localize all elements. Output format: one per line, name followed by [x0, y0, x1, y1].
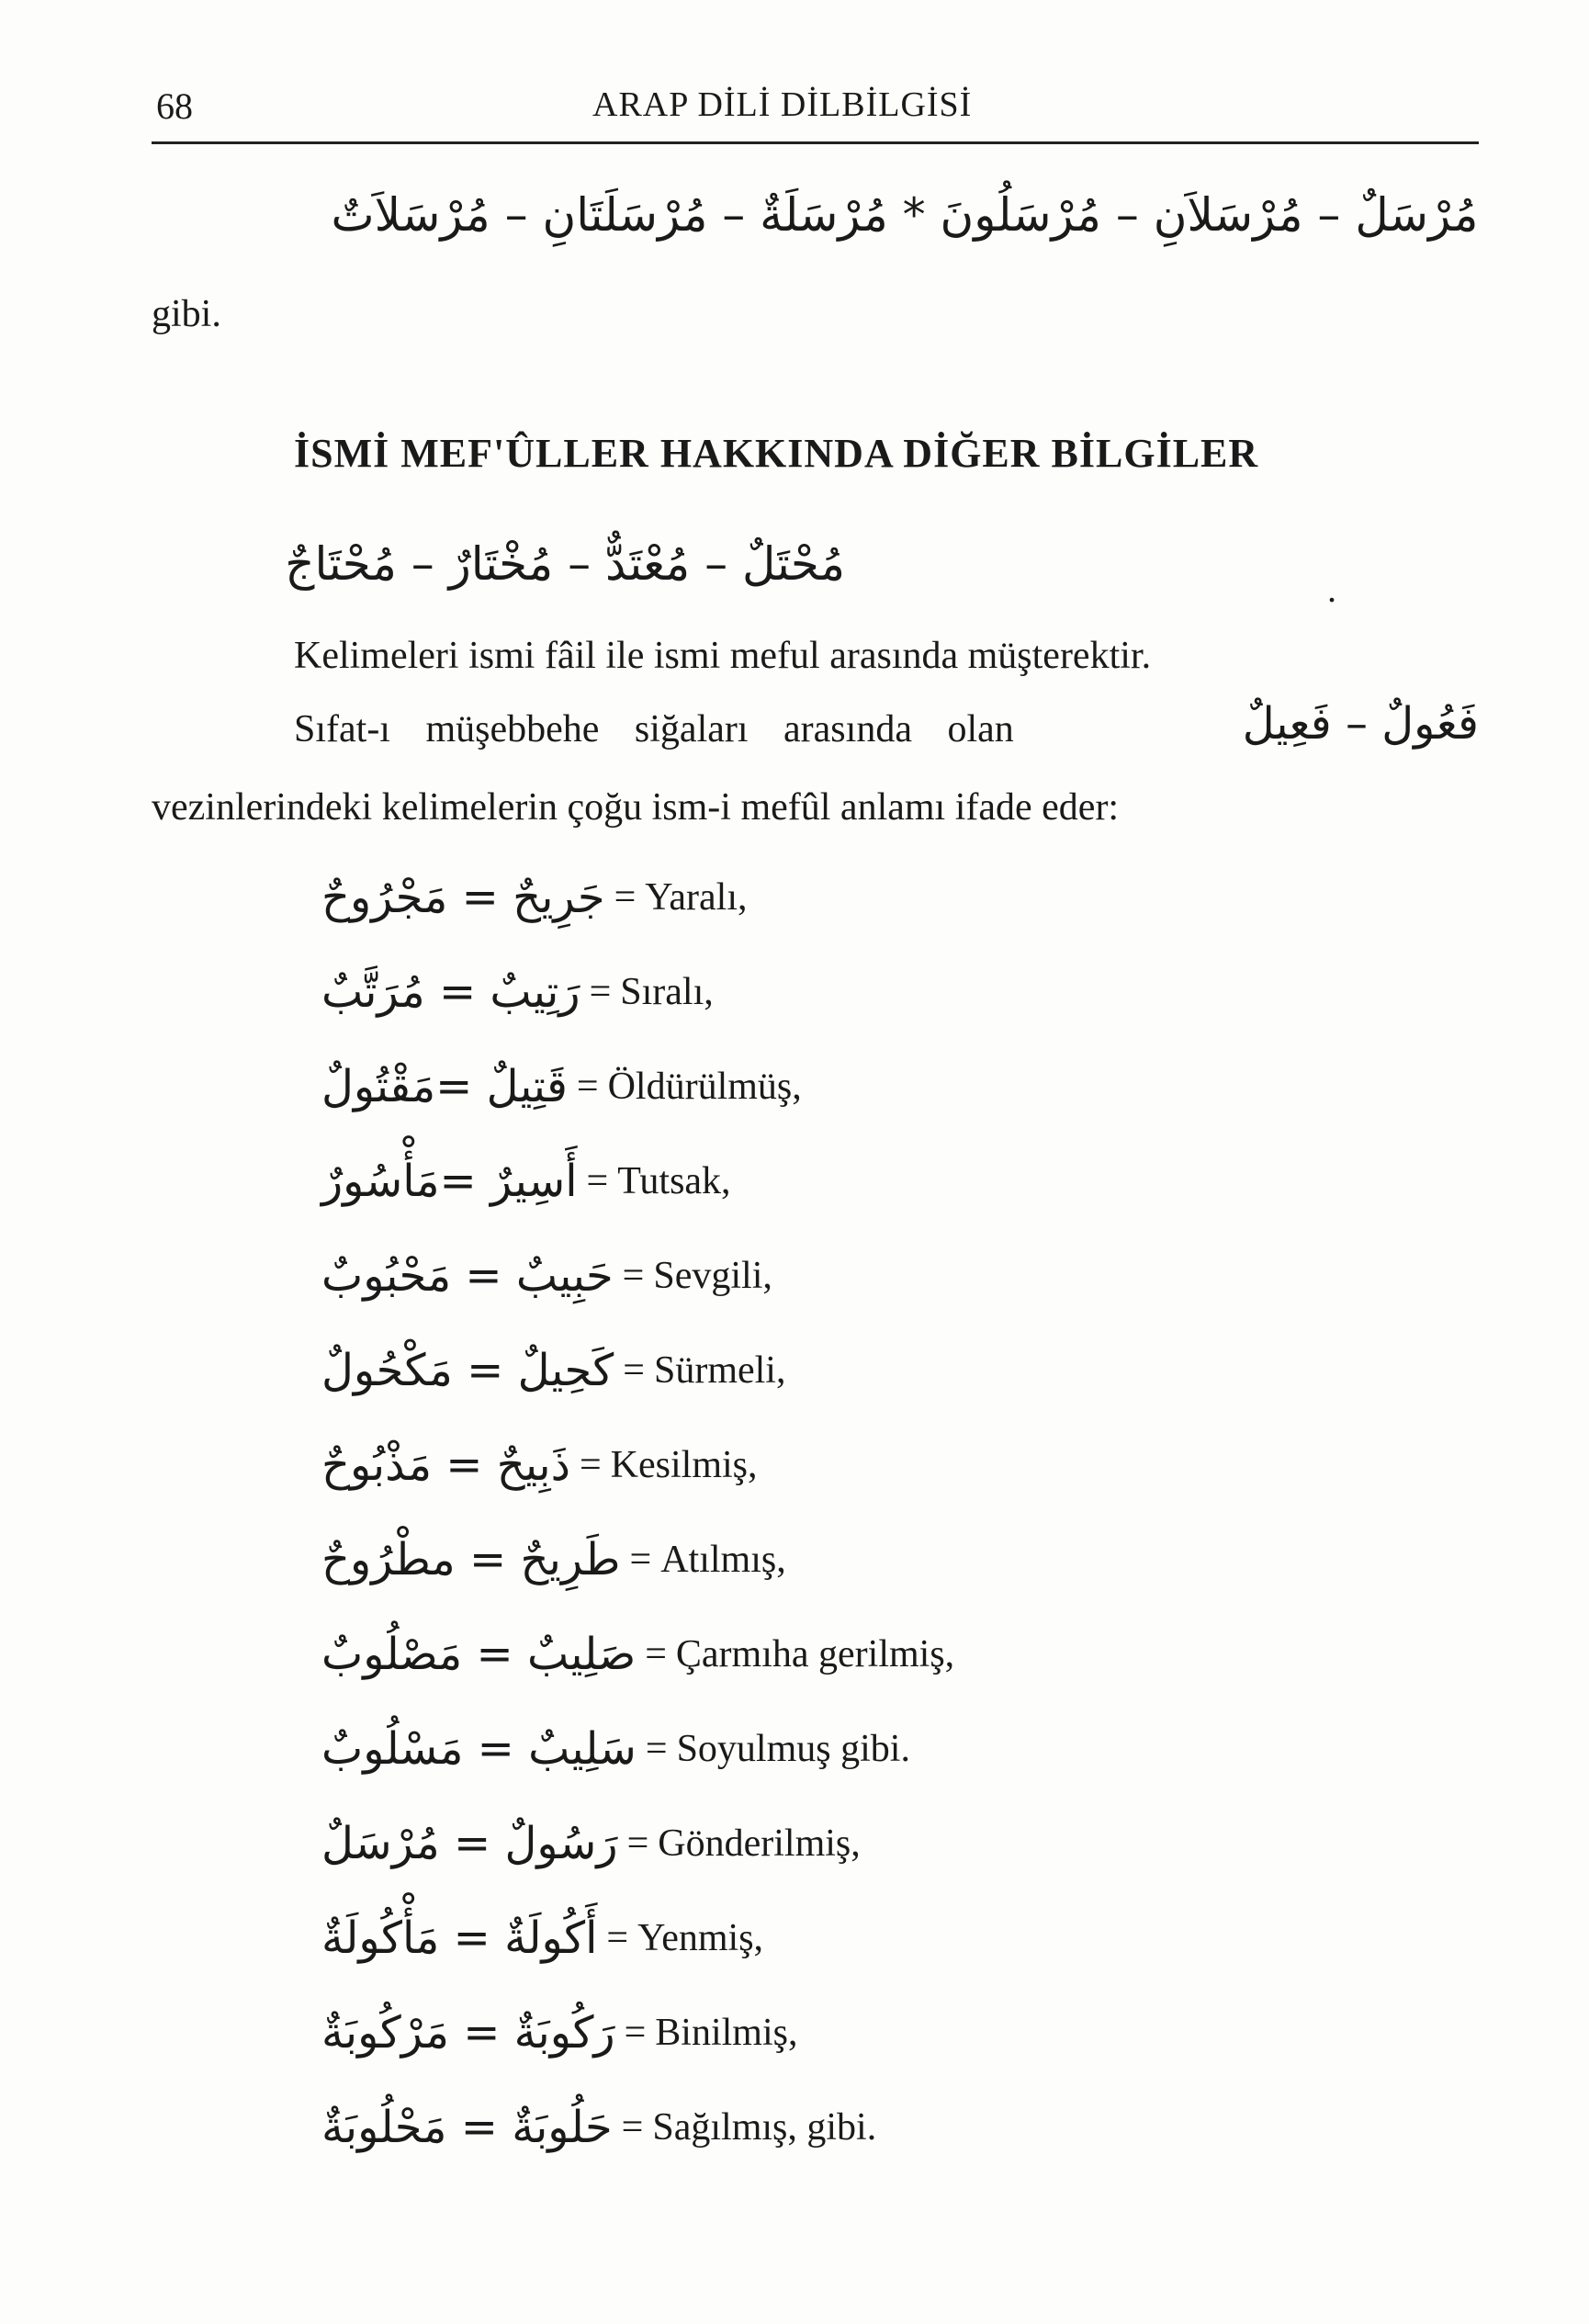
- vocab-meaning: Gönderilmiş,: [658, 1822, 861, 1865]
- paragraph-line-3: vezinlerindeki kelimelerin çoğu ism-i mefûl anlamı ifade eder:: [152, 786, 1120, 829]
- vocab-meaning: Sevgili,: [653, 1254, 772, 1297]
- vocab-meaning: Kesilmiş,: [610, 1443, 758, 1486]
- vocab-arabic: كَحِيلٌ = مَكْحُولٌ: [321, 1344, 614, 1396]
- arabic-conjugation-line: مُرْسَلٌ – مُرْسَلاَنِ – مُرْسَلُونَ * مُرْسَلَةٌ – مُرْسَلَتَانِ – مُرْسَلاَتٌ: [331, 188, 1479, 242]
- vocab-meaning: Atılmış,: [660, 1538, 786, 1581]
- vocab-arabic: صَلِيبٌ = مَصْلُوبٌ: [321, 1628, 637, 1680]
- dot-mark: .: [1327, 569, 1336, 610]
- equals-sign: =: [622, 1254, 645, 1297]
- vocabulary-list: [321, 850, 1240, 2174]
- equals-sign: =: [645, 1727, 668, 1770]
- vocab-arabic: حَلُوبَةٌ = مَحْلُوبَةٌ: [321, 2101, 613, 2153]
- vocab-arabic: رَتِيبٌ = مُرَتَّبٌ: [321, 965, 580, 1018]
- gibi-label: gibi.: [152, 293, 221, 335]
- list-item: [321, 1890, 1240, 1985]
- vocab-meaning: Çarmıha gerilmiş,: [675, 1632, 955, 1675]
- equals-sign: =: [589, 970, 612, 1013]
- arabic-example-line: مُحْتَلٌ – مُعْتَدٌّ – مُخْتَارٌ – مُحْتَاجٌ: [285, 537, 845, 591]
- vocab-meaning: Yenmiş,: [637, 1916, 764, 1959]
- vocab-arabic: رَكُوبَةٌ = مَرْكُوبَةٌ: [321, 2006, 615, 2059]
- list-item: [321, 1134, 1240, 1228]
- vocab-arabic: حَبِيبٌ = مَحْبُوبٌ: [321, 1249, 614, 1302]
- list-item: [321, 1607, 1240, 1701]
- vocab-meaning: Soyulmuş gibi.: [676, 1727, 910, 1770]
- page-number: 68: [156, 85, 193, 127]
- equals-sign: =: [624, 2011, 647, 2054]
- vocab-arabic: جَرِيحٌ = مَجْرُوحٌ: [321, 871, 605, 923]
- vocab-meaning: Sağılmış, gibi.: [652, 2105, 877, 2149]
- equals-sign: =: [579, 1443, 602, 1486]
- list-item: [321, 1701, 1240, 1796]
- equals-sign: =: [621, 2105, 644, 2149]
- list-item: [321, 1985, 1240, 2080]
- equals-sign: =: [623, 1348, 645, 1392]
- vocab-arabic: رَسُولٌ = مُرْسَلٌ: [321, 1817, 618, 1869]
- list-item: [321, 1323, 1240, 1417]
- equals-sign: =: [626, 1822, 649, 1865]
- list-item: [321, 1512, 1240, 1607]
- equals-sign: =: [606, 1916, 629, 1959]
- running-title: ARAP DİLİ DİLBİLGİSİ: [592, 85, 973, 124]
- paragraph-line-1: Kelimeleri ismi fâil ile ismi meful arasında müşterektir.: [294, 635, 1152, 677]
- list-item: [321, 1796, 1240, 1890]
- list-item: [321, 1039, 1240, 1134]
- list-item: [321, 944, 1240, 1039]
- vocab-meaning: Binilmiş,: [655, 2011, 798, 2054]
- equals-sign: =: [645, 1632, 667, 1675]
- vocab-meaning: Sürmeli,: [653, 1348, 786, 1392]
- section-heading: İSMİ MEF'ÛLLER HAKKINDA DİĞER BİLGİLER: [294, 431, 1259, 476]
- vocab-arabic: سَلِيبٌ = مَسْلُوبٌ: [321, 1722, 637, 1775]
- paragraph-line-2-text: Sıfat-ı müşebbehe siğaları arasında olan: [294, 708, 1014, 750]
- vocab-arabic: ذَبِيحٌ = مَذْبُوحٌ: [321, 1438, 570, 1491]
- list-item: [321, 850, 1240, 944]
- list-item: [321, 1228, 1240, 1323]
- equals-sign: =: [614, 875, 637, 919]
- equals-sign: =: [586, 1159, 609, 1202]
- vocab-meaning: Tutsak,: [617, 1159, 731, 1202]
- vocab-arabic: قَتِيلٌ =مَقْتُولٌ: [321, 1060, 568, 1112]
- list-item: [321, 1417, 1240, 1512]
- page-header: [152, 85, 1479, 144]
- paragraph-line-2-arabic: فَعُولٌ – فَعِيلٌ: [1242, 698, 1479, 750]
- vocab-arabic: أَسِيرٌ =مَأْسُورٌ: [321, 1155, 578, 1207]
- vocab-arabic: طَرِيحٌ = مطْرُوحٌ: [321, 1533, 621, 1585]
- vocab-arabic: أَكُولَةٌ = مَأْكُولَةٌ: [321, 1912, 598, 1964]
- list-item: [321, 2080, 1240, 2174]
- vocab-meaning: Yaralı,: [645, 875, 748, 919]
- equals-sign: =: [629, 1538, 652, 1581]
- equals-sign: =: [576, 1065, 599, 1108]
- vocab-meaning: Öldürülmüş,: [607, 1065, 802, 1108]
- vocab-meaning: Sıralı,: [620, 970, 714, 1013]
